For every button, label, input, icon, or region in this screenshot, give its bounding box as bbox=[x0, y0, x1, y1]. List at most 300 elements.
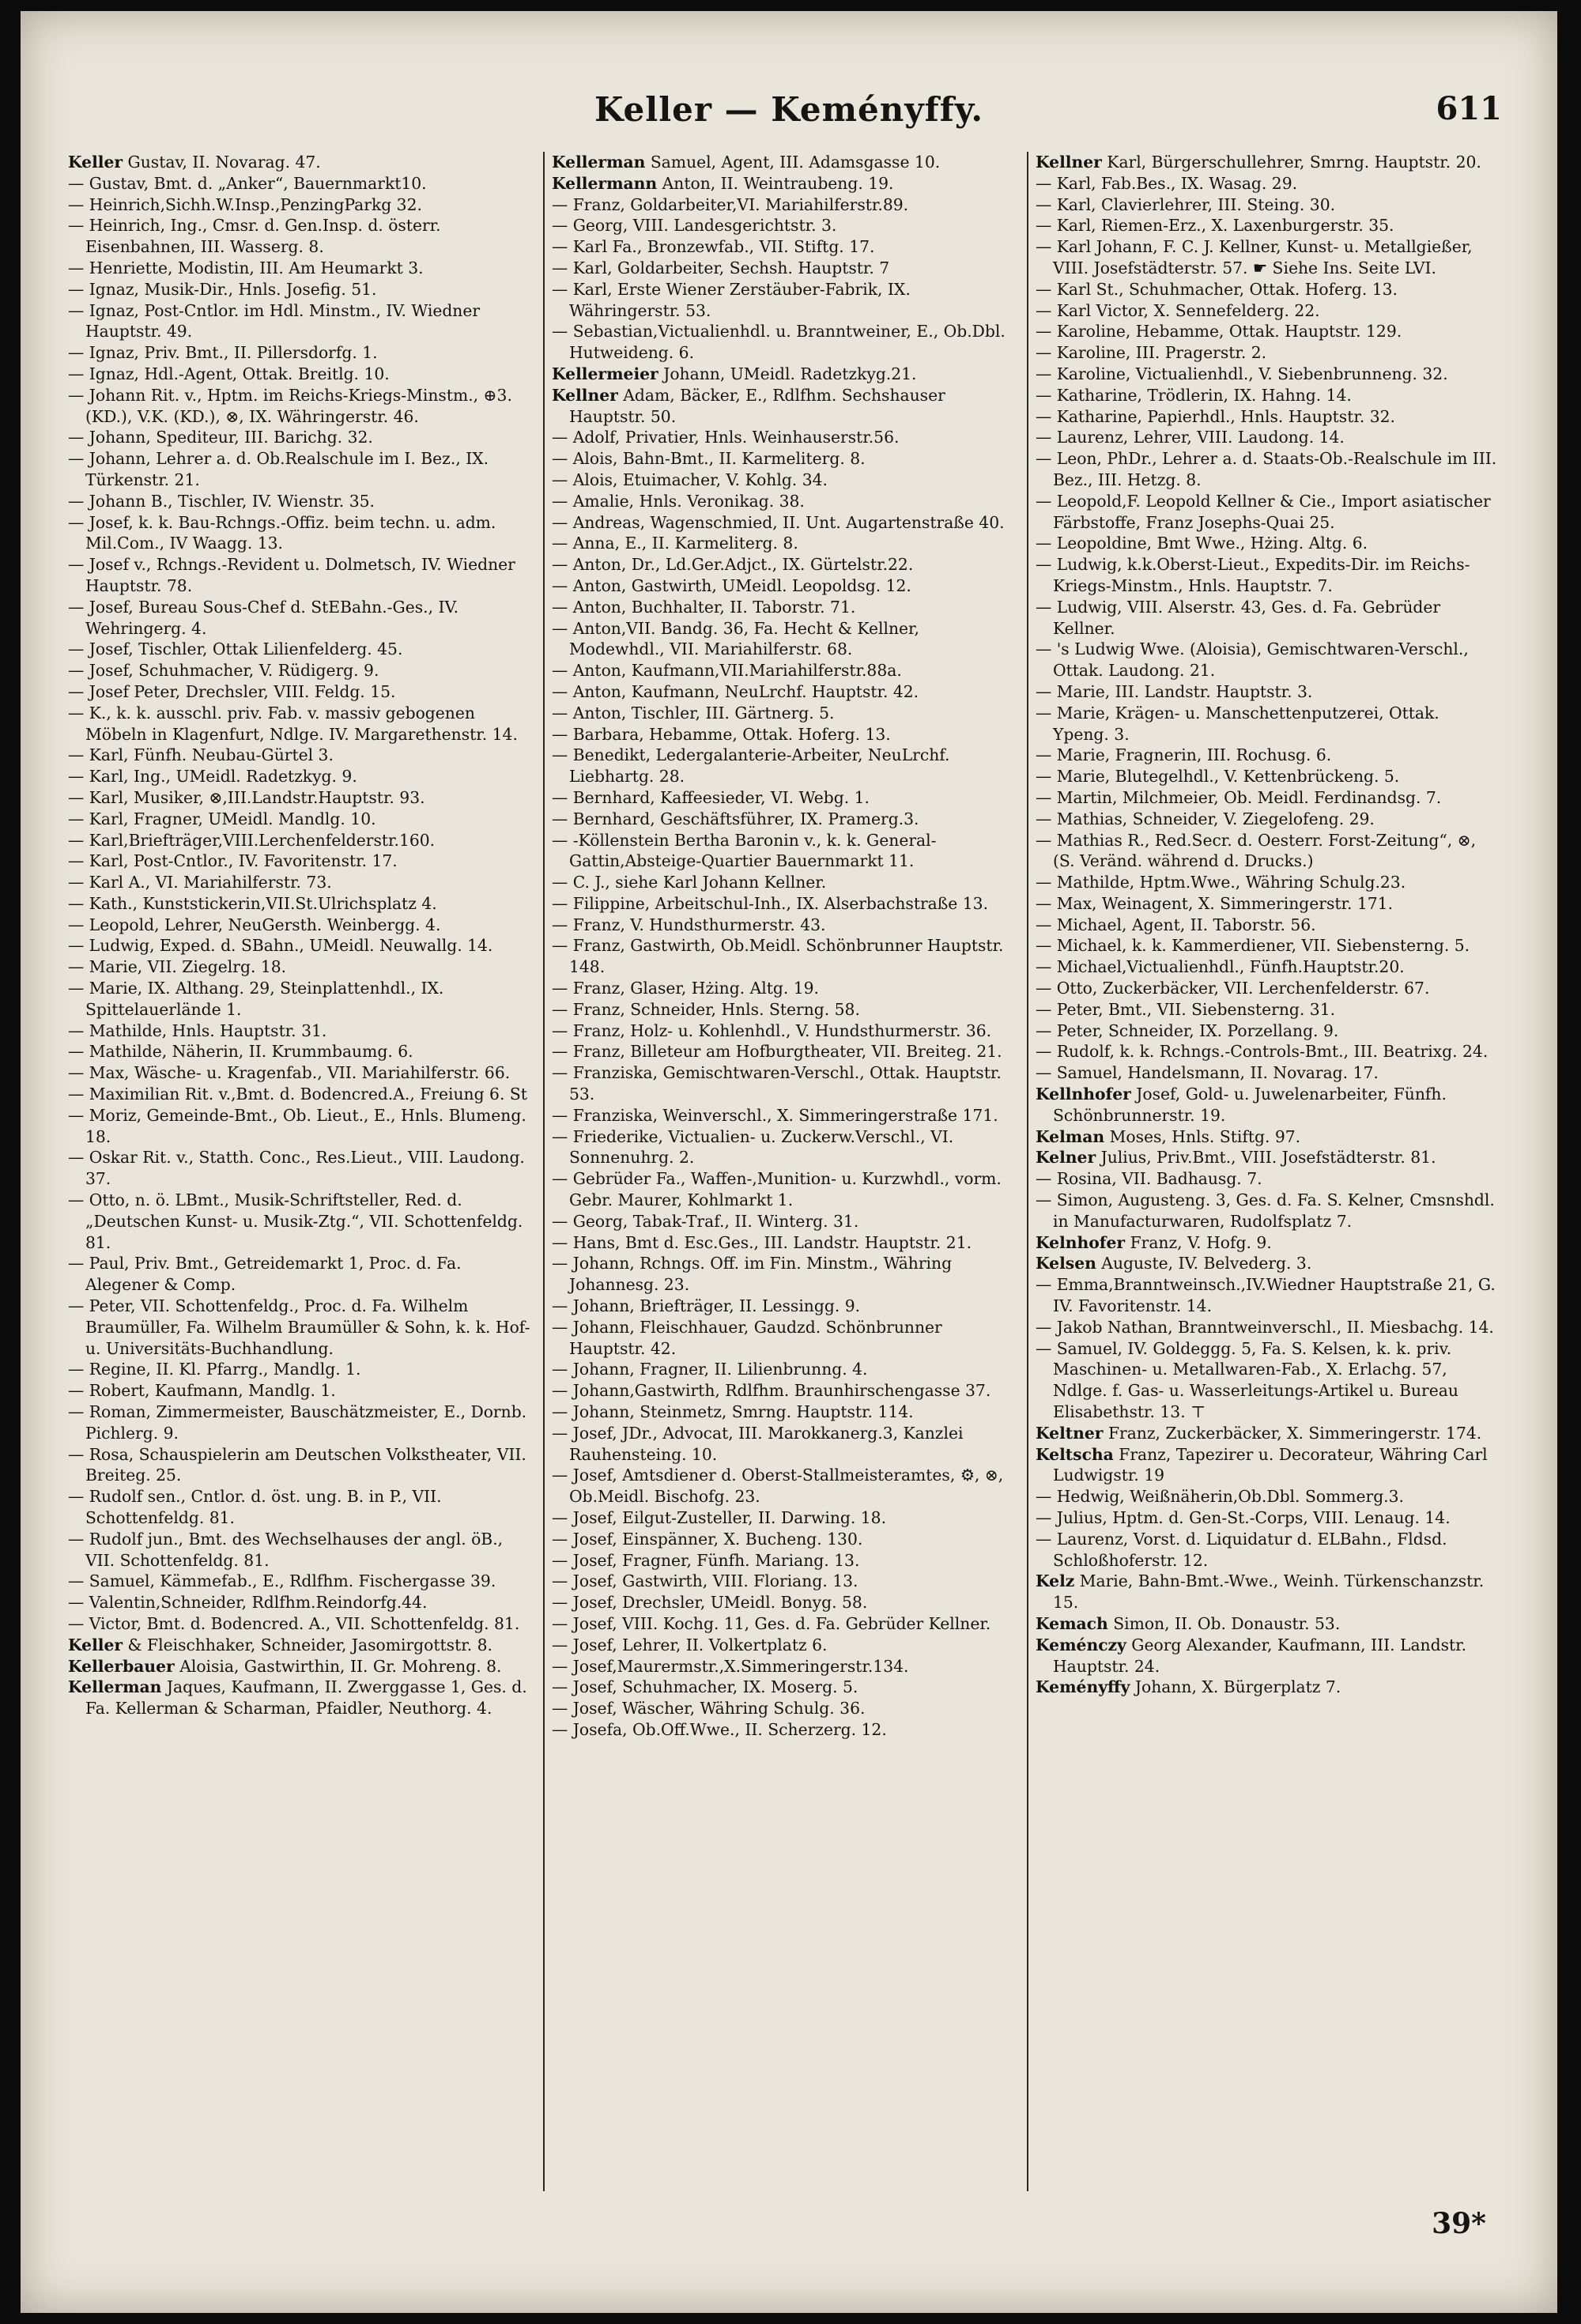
directory-entry bbox=[68, 1635, 533, 1656]
directory-entry bbox=[68, 258, 533, 279]
entry-text: — Ignaz, Hdl.-Agent, Ottak. Breitlg. 10. bbox=[68, 364, 390, 383]
entry-text: — Josef, Gastwirth, VIII. Floriang. 13. bbox=[552, 1571, 858, 1591]
entry-text: — Samuel, IV. Goldeggg. 5, Fa. S. Kelsen, k. k. priv. Maschinen- u. Metallwaren-Fab., X. Erlachg. 57, Ndlge. f. Gas- u. Wasserleitungs-Artikel u. Bureau Elisabethstr. 13. ⊤ bbox=[1036, 1338, 1458, 1422]
entry-text: — Karl A., VI. Mariahilferstr. 73. bbox=[68, 873, 332, 892]
directory-entry bbox=[552, 1677, 1017, 1698]
directory-entry bbox=[1036, 703, 1500, 745]
directory-entry bbox=[1036, 533, 1500, 554]
entry-text: — Franz, V. Hundsthurmerstr. 43. bbox=[552, 915, 826, 934]
directory-entry bbox=[1036, 639, 1500, 681]
entry-text: — Anton, Tischler, III. Gärtnerg. 5. bbox=[552, 703, 835, 722]
directory-entry bbox=[68, 1253, 533, 1296]
entry-text: — Alois, Etuimacher, V. Kohlg. 34. bbox=[552, 470, 828, 489]
entry-text: Moses, Hnls. Stiftg. 97. bbox=[1104, 1126, 1301, 1146]
entry-text: — Josef v., Rchngs.-Revident u. Dolmetsch, IV. Wiedner Hauptstr. 78. bbox=[68, 555, 515, 595]
entry-text: — Samuel, Kämmefab., E., Rdlfhm. Fischergasse 39. bbox=[68, 1571, 496, 1591]
entry-text: — Anton, Kaufmann,VII.Mariahilferstr.88a. bbox=[552, 661, 902, 681]
entry-text: — Bernhard, Kaffeesieder, VI. Webg. 1. bbox=[552, 787, 870, 807]
entry-text: — Otto, n. ö. LBmt., Musik-Schriftsteller, Red. d. „Deutschen Kunst- u. Musik-Ztg.“, VII. Schottenfeldg. 81. bbox=[68, 1190, 523, 1252]
entry-text: — Laurenz, Vorst. d. Liquidatur d. ELBahn., Fldsd. Schloßhoferstr. 12. bbox=[1036, 1529, 1447, 1570]
entry-text: Julius, Priv.Bmt., VIII. Josefstädterstr. 81. bbox=[1096, 1148, 1436, 1168]
entry-text: — Franz, Schneider, Hnls. Sterng. 58. bbox=[552, 999, 860, 1019]
directory-entry bbox=[552, 1021, 1017, 1042]
entry-text: Marie, Bahn-Bmt.-Wwe., Weinh. Türkenschanzstr. 15. bbox=[1053, 1571, 1485, 1613]
directory-entry bbox=[68, 173, 533, 194]
entry-text: — Peter, VII. Schottenfeldg., Proc. d. Fa. Wilhelm Braumüller, Fa. Wilhelm Braumüller & Sohn, k. k. Hof- u. Universitäts-Buchhandlung. bbox=[68, 1296, 530, 1358]
directory-entry bbox=[1036, 1529, 1500, 1571]
entry-text: — Karoline, Hebamme, Ottak. Hauptstr. 129. bbox=[1036, 322, 1402, 341]
page-number: 611 bbox=[1436, 90, 1502, 127]
directory-entry bbox=[1036, 745, 1500, 766]
entry-text: — Anton,VII. Bandg. 36, Fa. Hecht & Kellner, Modewhdl., VII. Mariahilferstr. 68. bbox=[552, 618, 919, 659]
entry-text: — Anna, E., II. Karmeliterg. 8. bbox=[552, 534, 798, 553]
directory-entry bbox=[552, 660, 1017, 681]
directory-entry bbox=[552, 448, 1017, 470]
entry-text: — Josef, Eilgut-Zusteller, II. Darwing. 18. bbox=[552, 1508, 887, 1527]
entry-text: — Johann, Rchngs. Off. im Fin. Minstm., Währing Johannesg. 23. bbox=[552, 1254, 953, 1295]
directory-entry bbox=[68, 681, 533, 703]
directory-entry bbox=[552, 597, 1017, 618]
directory-entry bbox=[1036, 194, 1500, 216]
directory-entry bbox=[552, 893, 1017, 915]
directory-entry bbox=[552, 152, 1017, 173]
directory-entry bbox=[68, 809, 533, 830]
entry-text: — Sebastian,Victualienhdl. u. Branntweiner, E., Ob.Dbl. Hutweideng. 6. bbox=[552, 322, 1006, 363]
entry-text: — Leopold, Lehrer, NeuGersth. Weinbergg. 4. bbox=[68, 915, 441, 934]
entry-text: — Peter, Bmt., VII. Siebensterng. 31. bbox=[1036, 999, 1336, 1019]
entry-text: — Marie, Fragnerin, III. Rochusg. 6. bbox=[1036, 745, 1332, 765]
directory-entry bbox=[68, 364, 533, 385]
directory-entry bbox=[552, 703, 1017, 724]
directory-entry bbox=[1036, 1507, 1500, 1529]
directory-entry bbox=[68, 1402, 533, 1444]
directory-entry bbox=[68, 300, 533, 343]
entry-surname: Kellermeier bbox=[552, 364, 658, 383]
entry-text: — Karl, Musiker, ⊗,III.Landstr.Hauptstr. 93. bbox=[68, 787, 425, 807]
entry-text: — Karoline, III. Pragerstr. 2. bbox=[1036, 343, 1267, 363]
directory-entry bbox=[1036, 597, 1500, 639]
directory-entry bbox=[552, 554, 1017, 575]
entry-text: — Adolf, Privatier, Hnls. Weinhauserstr.56. bbox=[552, 428, 900, 447]
directory-entry bbox=[1036, 236, 1500, 279]
entry-text: — Alois, Bahn-Bmt., II. Karmeliterg. 8. bbox=[552, 449, 866, 469]
directory-entry bbox=[552, 915, 1017, 936]
entry-surname: Keltner bbox=[1036, 1423, 1104, 1443]
directory-entry bbox=[1036, 215, 1500, 236]
entry-text: Johann, UMeidl. Radetzkyg.21. bbox=[658, 364, 917, 383]
directory-entry bbox=[1036, 956, 1500, 978]
entry-text: — Regine, II. Kl. Pfarrg., Mandlg. 1. bbox=[68, 1360, 361, 1379]
entry-text: — Laurenz, Lehrer, VIII. Laudong. 14. bbox=[1036, 428, 1345, 447]
directory-entry bbox=[68, 893, 533, 915]
entry-text: — Karoline, Victualienhdl., V. Siebenbrunneng. 32. bbox=[1036, 364, 1448, 383]
entry-text: — Katharine, Trödlerin, IX. Hahng. 14. bbox=[1036, 385, 1352, 405]
entry-text: — Marie, Blutegelhdl., V. Kettenbrückeng. 5. bbox=[1036, 767, 1400, 787]
directory-entry bbox=[552, 427, 1017, 448]
entry-surname: Keller bbox=[68, 1635, 123, 1654]
entry-text: — Ludwig, k.k.Oberst-Lieut., Expedits-Dir. im Reichs-Kriegs-Minstm., Hnls. Hauptstr. 7. bbox=[1036, 555, 1470, 595]
entry-text: Anton, II. Weintraubeng. 19. bbox=[657, 173, 894, 193]
entry-text: — Mathilde, Hptm.Wwe., Währing Schulg.23. bbox=[1036, 873, 1406, 892]
directory-entry bbox=[68, 978, 533, 1021]
entry-text: — Josef, k. k. Bau-Rchngs.-Offiz. beim techn. u. adm. Mil.Com., IV Waagg. 13. bbox=[68, 512, 496, 553]
directory-entry bbox=[552, 809, 1017, 830]
directory-entry bbox=[68, 279, 533, 300]
directory-entry bbox=[68, 766, 533, 787]
entry-text: — Franz, Billeteur am Hofburgtheater, VII. Breiteg. 21. bbox=[552, 1042, 1002, 1062]
directory-entry bbox=[552, 321, 1017, 364]
entry-text: — Benedikt, Ledergalanterie-Arbeiter, NeuLrchf. Liebhartg. 28. bbox=[552, 745, 950, 787]
entry-text: — Valentin,Schneider, Rdlfhm.Reindorfg.44. bbox=[68, 1593, 428, 1613]
directory-entry bbox=[1036, 427, 1500, 448]
directory-entry bbox=[68, 1296, 533, 1359]
directory-entry bbox=[1036, 1126, 1500, 1148]
directory-entry bbox=[552, 491, 1017, 512]
directory-entry bbox=[1036, 935, 1500, 956]
directory-entry bbox=[68, 1529, 533, 1571]
entry-text: — Franz, Glaser, Hżing. Altg. 19. bbox=[552, 979, 819, 998]
entry-text: — Karl, Fragner, UMeidl. Mandlg. 10. bbox=[68, 809, 376, 828]
directory-entry bbox=[552, 830, 1017, 873]
directory-entry bbox=[552, 1592, 1017, 1613]
directory-entry bbox=[68, 512, 533, 555]
entry-text: — Josef, Bureau Sous-Chef d. StEBahn.-Ges., IV. Wehringerg. 4. bbox=[68, 597, 459, 638]
directory-entry bbox=[1036, 1635, 1500, 1677]
entry-text: — Johann, Briefträger, II. Lessingg. 9. bbox=[552, 1296, 861, 1316]
entry-text: — Josef, Amtsdiener d. Oberst-Stallmeisteramtes, ⚙, ⊗, Ob.Meidl. Bischofg. 23. bbox=[552, 1466, 1004, 1507]
entry-text: — Karl, Fünfh. Neubau-Gürtel 3. bbox=[68, 745, 334, 765]
entry-text: — Ignaz, Priv. Bmt., II. Pillersdorfg. 1. bbox=[68, 343, 378, 363]
directory-entry bbox=[1036, 364, 1500, 385]
entry-text: — Karl, Post-Cntlor., IV. Favoritenstr. 17. bbox=[68, 851, 398, 871]
entry-text: — Henriette, Modistin, III. Am Heumarkt 3. bbox=[68, 258, 424, 277]
entry-text: — Karl, Goldarbeiter, Sechsh. Hauptstr. 7 bbox=[552, 258, 890, 277]
entry-text: — Barbara, Hebamme, Ottak. Hoferg. 13. bbox=[552, 724, 891, 744]
directory-entry bbox=[68, 1380, 533, 1402]
entry-text: — Heinrich,Sichh.W.Insp.,PenzingParkg 32. bbox=[68, 194, 422, 214]
directory-entry bbox=[552, 1465, 1017, 1507]
directory-entry bbox=[552, 1168, 1017, 1211]
entry-text: — Marie, III. Landstr. Hauptstr. 3. bbox=[1036, 681, 1313, 701]
directory-entry bbox=[552, 745, 1017, 787]
entry-text: — Georg, Tabak-Traf., II. Winterg. 31. bbox=[552, 1211, 859, 1231]
entry-text: Franz, V. Hofg. 9. bbox=[1125, 1232, 1272, 1252]
entry-text: & Fleischhaker, Schneider, Jasomirgottstr. 8. bbox=[123, 1635, 492, 1654]
entry-surname: Kellerman bbox=[552, 153, 646, 172]
directory-entry bbox=[552, 1423, 1017, 1466]
directory-entry bbox=[1036, 1232, 1500, 1254]
entry-surname: Kellerbauer bbox=[68, 1656, 175, 1676]
directory-entry bbox=[552, 258, 1017, 279]
directory-entry bbox=[1036, 1613, 1500, 1635]
directory-entry bbox=[552, 575, 1017, 597]
entry-text: — Ignaz, Post-Cntlor. im Hdl. Minstm., IV. Wiedner Hauptstr. 49. bbox=[68, 300, 481, 341]
directory-entry bbox=[68, 1084, 533, 1105]
directory-entry bbox=[1036, 1168, 1500, 1190]
entry-text: — Franziska, Gemischtwaren-Verschl., Ottak. Hauptstr. 53. bbox=[552, 1063, 1002, 1104]
directory-entry bbox=[68, 956, 533, 978]
directory-entry bbox=[68, 787, 533, 809]
directory-entry bbox=[68, 1444, 533, 1487]
entry-text: — Mathilde, Hnls. Hauptstr. 31. bbox=[68, 1021, 327, 1040]
directory-entry bbox=[1036, 1062, 1500, 1084]
entry-text: — Bernhard, Geschäftsführer, IX. Pramerg.3. bbox=[552, 809, 919, 828]
directory-entry bbox=[68, 385, 533, 428]
directory-entry bbox=[1036, 342, 1500, 364]
entry-surname: Kellermann bbox=[552, 173, 658, 193]
entry-surname: Keménczy bbox=[1036, 1635, 1126, 1654]
entry-text: — Emma,Branntweinsch.,IV.Wiedner Hauptstraße 21, G. IV. Favoritenstr. 14. bbox=[1036, 1275, 1496, 1316]
entry-text: — Martin, Milchmeier, Ob. Meidl. Ferdinandsg. 7. bbox=[1036, 787, 1442, 807]
entry-text: — Josef, Fragner, Fünfh. Mariang. 13. bbox=[552, 1550, 860, 1570]
entry-text: — Katharine, Papierhdl., Hnls. Hauptstr. 32. bbox=[1036, 406, 1395, 426]
entry-text: — Gustav, Bmt. d. „Anker“, Bauernmarkt10. bbox=[68, 173, 427, 193]
entry-text: — Franz, Gastwirth, Ob.Meidl. Schönbrunner Hauptstr. 148. bbox=[552, 936, 1004, 977]
entry-text: — Friederike, Victualien- u. Zuckerw.Verschl., VI. Sonnenuhrg. 2. bbox=[552, 1126, 954, 1168]
directory-entry bbox=[552, 1635, 1017, 1656]
directory-columns bbox=[68, 152, 1507, 2191]
directory-entry bbox=[68, 1105, 533, 1148]
entry-text: — Rudolf, k. k. Rchngs.-Controls-Bmt., III. Beatrixg. 24. bbox=[1036, 1042, 1489, 1062]
directory-entry bbox=[1036, 1444, 1500, 1487]
entry-surname: Keltscha bbox=[1036, 1444, 1114, 1464]
directory-entry bbox=[552, 935, 1017, 978]
entry-text: Johann, X. Bürgerplatz 7. bbox=[1130, 1677, 1341, 1697]
directory-entry bbox=[552, 978, 1017, 999]
directory-entry bbox=[1036, 1190, 1500, 1232]
page-header bbox=[52, 76, 1526, 147]
entry-text: — Heinrich, Ing., Cmsr. d. Gen.Insp. d. österr. Eisenbahnen, III. Wasserg. 8. bbox=[68, 216, 441, 257]
entry-text: — Anton, Dr., Ld.Ger.Adjct., IX. Gürtelstr.22. bbox=[552, 555, 914, 575]
directory-entry bbox=[552, 1550, 1017, 1571]
directory-entry bbox=[1036, 279, 1500, 300]
entry-text: — Karl, Ing., UMeidl. Radetzkyg. 9. bbox=[68, 767, 357, 787]
directory-entry bbox=[68, 1021, 533, 1042]
entry-text: — Michael, k. k. Kammerdiener, VII. Siebensterng. 5. bbox=[1036, 936, 1470, 956]
entry-text: — Anton, Buchhalter, II. Taborstr. 71. bbox=[552, 597, 856, 617]
directory-entry bbox=[552, 512, 1017, 534]
entry-text: — Leopoldine, Bmt Wwe., Hżing. Altg. 6. bbox=[1036, 534, 1368, 553]
directory-entry bbox=[552, 533, 1017, 554]
entry-text: — Josef, Wäscher, Währing Schulg. 36. bbox=[552, 1699, 866, 1718]
entry-text: — Michael,Victualienhdl., Fünfh.Hauptstr.20. bbox=[1036, 957, 1405, 977]
directory-entry bbox=[552, 385, 1017, 428]
directory-entry bbox=[1036, 385, 1500, 406]
entry-text: — Jakob Nathan, Branntweinverschl., II. Miesbachg. 14. bbox=[1036, 1317, 1494, 1337]
directory-entry bbox=[68, 639, 533, 660]
entry-text: — Johann Rit. v., Hptm. im Reichs-Kriegs-Minstm., ⊕3. (KD.), V.K. (KD.), ⊗, IX. Währingerstr. 46. bbox=[68, 385, 512, 426]
entry-text: — Karl, Riemen-Erz., X. Laxenburgerstr. 35. bbox=[1036, 216, 1394, 236]
directory-entry bbox=[1036, 1041, 1500, 1062]
column-2 bbox=[552, 152, 1017, 2191]
entry-surname: Kellerman bbox=[68, 1677, 162, 1697]
entry-surname: Keller bbox=[68, 153, 123, 172]
directory-entry bbox=[552, 236, 1017, 258]
directory-entry bbox=[1036, 173, 1500, 194]
directory-entry bbox=[1036, 1338, 1500, 1423]
directory-entry bbox=[552, 1105, 1017, 1126]
entry-text: — K., k. k. ausschl. priv. Fab. v. massiv gebogenen Möbeln in Klagenfurt, Ndlge. IV. Margarethenstr. 14. bbox=[68, 703, 518, 744]
entry-surname: Kellnhofer bbox=[1036, 1085, 1131, 1104]
directory-entry bbox=[552, 194, 1017, 216]
directory-entry bbox=[68, 1656, 533, 1677]
entry-text: — Josef, Schuhmacher, IX. Moserg. 5. bbox=[552, 1677, 858, 1697]
directory-entry bbox=[552, 787, 1017, 809]
directory-entry bbox=[552, 279, 1017, 322]
directory-entry bbox=[1036, 999, 1500, 1021]
entry-text: — Max, Weinagent, X. Simmeringerstr. 171. bbox=[1036, 893, 1394, 913]
directory-entry bbox=[552, 1719, 1017, 1741]
entry-text: — Roman, Zimmermeister, Bauschätzmeister, E., Dornb. Pichlerg. 9. bbox=[68, 1402, 527, 1443]
directory-entry bbox=[1036, 1571, 1500, 1613]
entry-text: — Andreas, Wagenschmied, II. Unt. Augartenstraße 40. bbox=[552, 512, 1005, 532]
entry-text: — Paul, Priv. Bmt., Getreidemarkt 1, Proc. d. Fa. Alegener & Comp. bbox=[68, 1254, 462, 1295]
directory-entry bbox=[1036, 766, 1500, 787]
entry-text: Samuel, Agent, III. Adamsgasse 10. bbox=[645, 153, 941, 172]
directory-entry bbox=[552, 1507, 1017, 1529]
entry-text: — Johann, Spediteur, III. Barichg. 32. bbox=[68, 428, 373, 447]
directory-entry bbox=[68, 1359, 533, 1380]
entry-text: — Anton, Kaufmann, NeuLrchf. Hauptstr. 42. bbox=[552, 681, 919, 701]
directory-entry bbox=[552, 470, 1017, 491]
entry-text: Adam, Bäcker, E., Rdlfhm. Sechshauser Hauptstr. 50. bbox=[569, 385, 945, 426]
directory-entry bbox=[1036, 554, 1500, 597]
directory-page bbox=[21, 11, 1557, 2313]
entry-text: — Karl Johann, F. C. J. Kellner, Kunst- u. Metallgießer, VIII. Josefstädterstr. 57. ☛ Siehe Ins. Seite LVI. bbox=[1036, 237, 1473, 277]
entry-surname: Kellner bbox=[1036, 153, 1102, 172]
directory-entry bbox=[68, 851, 533, 872]
entry-text: — Josef, Tischler, Ottak Lilienfelderg. 45. bbox=[68, 639, 403, 659]
entry-text: — Rosa, Schauspielerin am Deutschen Volkstheater, VII. Breiteg. 25. bbox=[68, 1444, 526, 1485]
entry-text: — Johann,Gastwirth, Rdlfhm. Braunhirschengasse 37. bbox=[552, 1381, 991, 1401]
entry-text: Gustav, II. Novarag. 47. bbox=[123, 153, 321, 172]
directory-entry bbox=[552, 364, 1017, 385]
directory-entry bbox=[552, 215, 1017, 236]
directory-entry bbox=[68, 152, 533, 173]
directory-entry bbox=[68, 745, 533, 766]
directory-entry bbox=[68, 194, 533, 216]
entry-text: — Franziska, Weinverschl., X. Simmeringerstraße 171. bbox=[552, 1105, 998, 1125]
entry-text: — Robert, Kaufmann, Mandlg. 1. bbox=[68, 1381, 336, 1401]
entry-text: — Franz, Goldarbeiter,VI. Mariahilferstr.89. bbox=[552, 194, 909, 214]
directory-entry bbox=[1036, 152, 1500, 173]
directory-entry bbox=[1036, 872, 1500, 893]
directory-entry bbox=[552, 724, 1017, 745]
entry-text: — Karl St., Schuhmacher, Ottak. Hoferg. 13. bbox=[1036, 279, 1398, 299]
entry-text: Karl, Bürgerschullehrer, Smrng. Hauptstr. 20. bbox=[1101, 153, 1481, 172]
entry-text: — Josef, Drechsler, UMeidl. Bonyg. 58. bbox=[552, 1593, 868, 1613]
directory-entry bbox=[1036, 1677, 1500, 1698]
entry-text: Aloisia, Gastwirthin, II. Gr. Mohreng. 8. bbox=[174, 1656, 502, 1676]
entry-text: — Samuel, Handelsmann, II. Novarag. 17. bbox=[1036, 1063, 1379, 1083]
directory-entry bbox=[1036, 406, 1500, 428]
entry-surname: Keményffy bbox=[1036, 1677, 1130, 1697]
directory-entry bbox=[68, 830, 533, 851]
directory-entry bbox=[552, 1571, 1017, 1592]
entry-text: — Karl Fa., Bronzewfab., VII. Stiftg. 17. bbox=[552, 237, 875, 257]
column-1 bbox=[68, 152, 533, 2191]
directory-entry bbox=[1036, 448, 1500, 491]
directory-entry bbox=[68, 1190, 533, 1253]
entry-text: Auguste, IV. Belvederg. 3. bbox=[1096, 1254, 1312, 1273]
running-title: Keller — Keményffy. bbox=[594, 90, 984, 129]
directory-entry bbox=[552, 1296, 1017, 1317]
entry-text: — 's Ludwig Wwe. (Aloisia), Gemischtwaren-Verschl., Ottak. Laudong. 21. bbox=[1036, 639, 1469, 681]
directory-entry bbox=[1036, 1147, 1500, 1168]
entry-text: — Max, Wäsche- u. Kragenfab., VII. Mariahilferstr. 66. bbox=[68, 1063, 511, 1083]
entry-text: — Ludwig, VIII. Alserstr. 43, Ges. d. Fa. Gebrüder Kellner. bbox=[1036, 597, 1441, 638]
entry-surname: Kellner bbox=[552, 385, 618, 405]
directory-entry bbox=[1036, 321, 1500, 342]
directory-entry bbox=[68, 1041, 533, 1062]
entry-text: — Ignaz, Musik-Dir., Hnls. Josefig. 51. bbox=[68, 279, 377, 299]
directory-entry bbox=[1036, 978, 1500, 999]
directory-entry bbox=[1036, 1084, 1500, 1126]
directory-entry bbox=[68, 554, 533, 597]
directory-entry bbox=[552, 1126, 1017, 1169]
directory-entry bbox=[552, 1041, 1017, 1062]
entry-text: — Josef, Schuhmacher, V. Rüdigerg. 9. bbox=[68, 661, 379, 681]
directory-entry bbox=[68, 935, 533, 956]
directory-entry bbox=[552, 1656, 1017, 1677]
entry-text: — Ludwig, Exped. d. SBahn., UMeidl. Neuwallg. 14. bbox=[68, 936, 493, 956]
entry-text: — Mathilde, Näherin, II. Krummbaumg. 6. bbox=[68, 1042, 413, 1062]
directory-entry bbox=[1036, 300, 1500, 322]
directory-entry bbox=[552, 1380, 1017, 1402]
directory-entry bbox=[1036, 830, 1500, 873]
directory-entry bbox=[68, 1592, 533, 1613]
directory-entry bbox=[68, 1147, 533, 1190]
directory-entry bbox=[1036, 787, 1500, 809]
entry-text: — Karl, Fab.Bes., IX. Wasag. 29. bbox=[1036, 173, 1298, 193]
directory-entry bbox=[68, 1486, 533, 1529]
entry-surname: Kelsen bbox=[1036, 1254, 1096, 1273]
directory-entry bbox=[552, 1211, 1017, 1232]
entry-text: — Maximilian Rit. v.,Bmt. d. Bodencred.A., Freiung 6. St bbox=[68, 1085, 527, 1104]
directory-entry bbox=[1036, 1274, 1500, 1317]
entry-text: — Michael, Agent, II. Taborstr. 56. bbox=[1036, 915, 1316, 934]
directory-entry bbox=[1036, 915, 1500, 936]
entry-text: — Hedwig, Weißnäherin,Ob.Dbl. Sommerg.3. bbox=[1036, 1487, 1404, 1507]
directory-entry bbox=[1036, 893, 1500, 915]
directory-entry bbox=[552, 1232, 1017, 1254]
entry-text: — Peter, Schneider, IX. Porzellang. 9. bbox=[1036, 1021, 1339, 1040]
directory-entry bbox=[68, 427, 533, 448]
entry-text: — Leopold,F. Leopold Kellner & Cie., Import asiatischer Färbstoffe, Franz Josephs-Quai 25. bbox=[1036, 491, 1491, 532]
directory-entry bbox=[68, 448, 533, 491]
directory-entry bbox=[552, 1529, 1017, 1550]
entry-text: — Karl,Briefträger,VIII.Lerchenfelderstr.160. bbox=[68, 830, 436, 850]
entry-text: Franz, Zuckerbäcker, X. Simmeringerstr. 174. bbox=[1103, 1423, 1482, 1443]
directory-entry bbox=[1036, 491, 1500, 534]
entry-text: — Johann, Steinmetz, Smrng. Hauptstr. 114. bbox=[552, 1402, 914, 1422]
entry-text: — Josef, Lehrer, II. Volkertplatz 6. bbox=[552, 1635, 828, 1654]
directory-entry bbox=[68, 342, 533, 364]
entry-text: — Julius, Hptm. d. Gen-St.-Corps, VIII. Lenaug. 14. bbox=[1036, 1508, 1451, 1527]
directory-entry bbox=[552, 1253, 1017, 1296]
directory-entry bbox=[552, 1317, 1017, 1360]
entry-text: — Karl, Clavierlehrer, III. Steing. 30. bbox=[1036, 194, 1336, 214]
entry-text: — Kath., Kunststickerin,VII.St.Ulrichsplatz 4. bbox=[68, 893, 437, 913]
entry-text: — Franz, Holz- u. Kohlenhdl., V. Hundsthurmerstr. 36. bbox=[552, 1021, 992, 1040]
entry-surname: Kelnhofer bbox=[1036, 1232, 1126, 1252]
directory-entry bbox=[552, 1402, 1017, 1423]
entry-text: — Josef Peter, Drechsler, VIII. Feldg. 15. bbox=[68, 681, 396, 701]
directory-entry bbox=[552, 1062, 1017, 1105]
entry-text: Georg Alexander, Kaufmann, III. Landstr. Hauptstr. 24. bbox=[1053, 1635, 1467, 1676]
entry-text: — Marie, Krägen- u. Manschettenputzerei, Ottak. Ypeng. 3. bbox=[1036, 703, 1440, 744]
directory-entry bbox=[1036, 681, 1500, 703]
